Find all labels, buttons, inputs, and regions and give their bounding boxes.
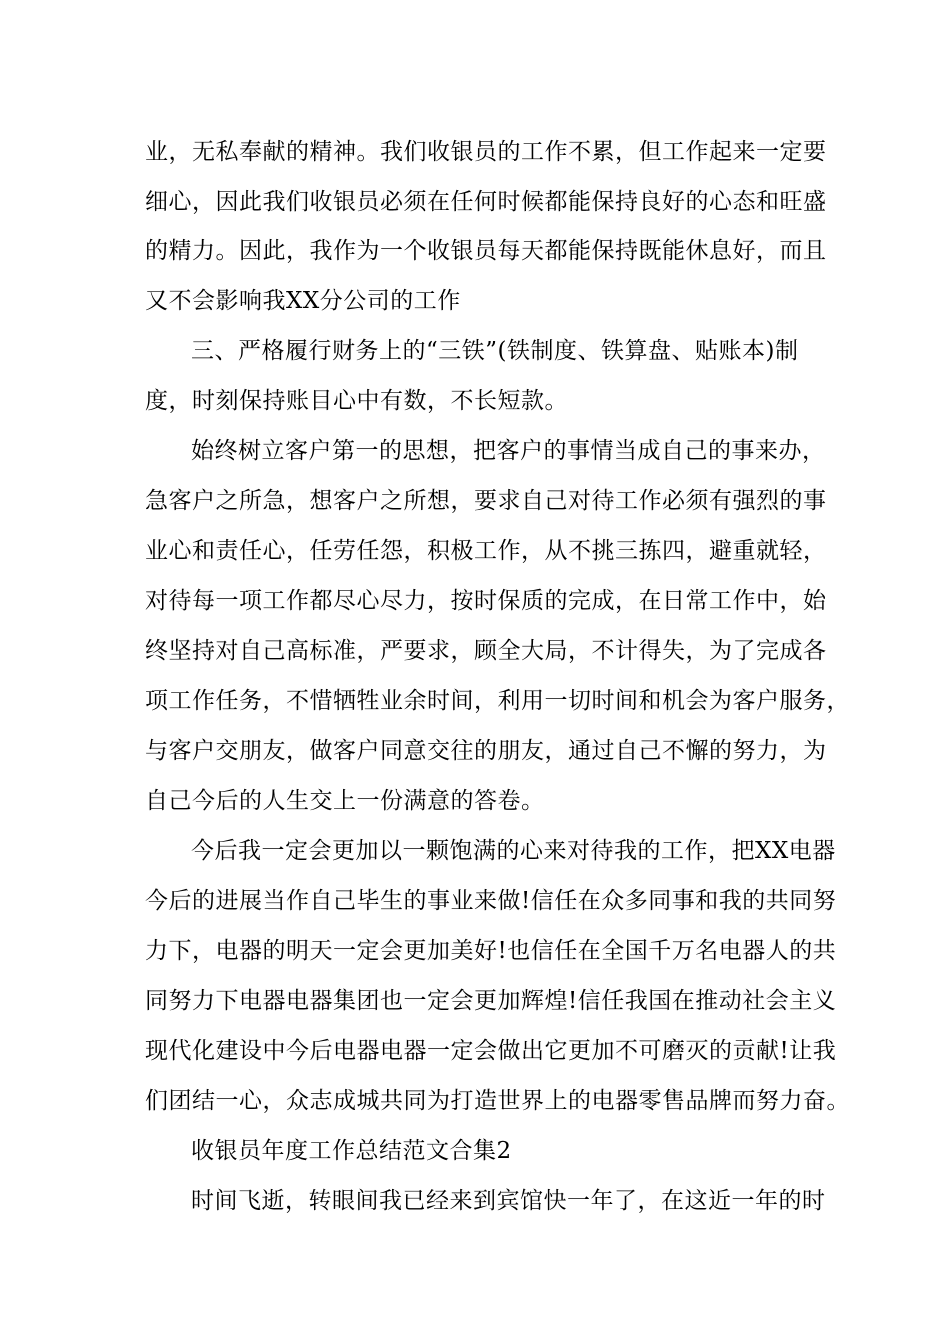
paragraph-start: 始终树立客户第一的思想，把客户的事情当成自己的事来办， bbox=[191, 438, 826, 464]
text-line: 与客户交朋友，做客户同意交往的朋友，通过自己不懈的努力，为 bbox=[145, 738, 827, 764]
section-heading: 三、严格履行财务上的“三铁”(铁制度、铁算盘、贴账本)制 bbox=[191, 338, 799, 364]
text-line: 们团结一心，众志成城共同为打造世界上的电器零售品牌而努力奋。 bbox=[145, 1088, 850, 1114]
text-line: 自己今后的人生交上一份满意的答卷。 bbox=[145, 788, 545, 814]
article-title: 收银员年度工作总结范文合集2 bbox=[191, 1138, 512, 1164]
text-line: 对待每一项工作都尽心尽力，按时保质的完成，在日常工作中，始 bbox=[145, 588, 827, 614]
text-line: 业心和责任心，任劳任怨，积极工作，从不挑三拣四，避重就轻， bbox=[145, 538, 827, 564]
text-line: 业，无私奉献的精神。我们收银员的工作不累，但工作起来一定要 bbox=[145, 139, 827, 165]
paragraph-start: 时间飞逝，转眼间我已经来到宾馆快一年了，在这近一年的时 bbox=[191, 1188, 826, 1214]
paragraph-start: 今后我一定会更加以一颗饱满的心来对待我的工作，把XX电器 bbox=[191, 838, 836, 864]
text-line: 同努力下电器电器集团也一定会更加辉煌!信任我国在推动社会主义 bbox=[145, 988, 837, 1014]
text-line: 项工作任务，不惜牺牲业余时间，利用一切时间和机会为客户服务， bbox=[145, 688, 850, 714]
text-line: 的精力。因此，我作为一个收银员每天都能保持既能休息好，而且 bbox=[145, 238, 827, 264]
text-line: 细心，因此我们收银员必须在任何时候都能保持良好的心态和旺盛 bbox=[145, 189, 827, 215]
text-line: 度，时刻保持账目心中有数，不长短款。 bbox=[145, 388, 568, 414]
text-line: 现代化建设中今后电器电器一定会做出它更加不可磨灭的贡献!让我 bbox=[145, 1038, 837, 1064]
text-line: 又不会影响我XX分公司的工作 bbox=[145, 288, 461, 314]
text-line: 急客户之所急，想客户之所想，要求自己对待工作必须有强烈的事 bbox=[145, 488, 827, 514]
text-line: 力下，电器的明天一定会更加美好!也信任在全国千万名电器人的共 bbox=[145, 938, 837, 964]
text-line: 终坚持对自己高标准，严要求，顾全大局，不计得失，为了完成各 bbox=[145, 638, 827, 664]
text-line: 今后的进展当作自己毕生的事业来做!信任在众多同事和我的共同努 bbox=[145, 888, 837, 914]
